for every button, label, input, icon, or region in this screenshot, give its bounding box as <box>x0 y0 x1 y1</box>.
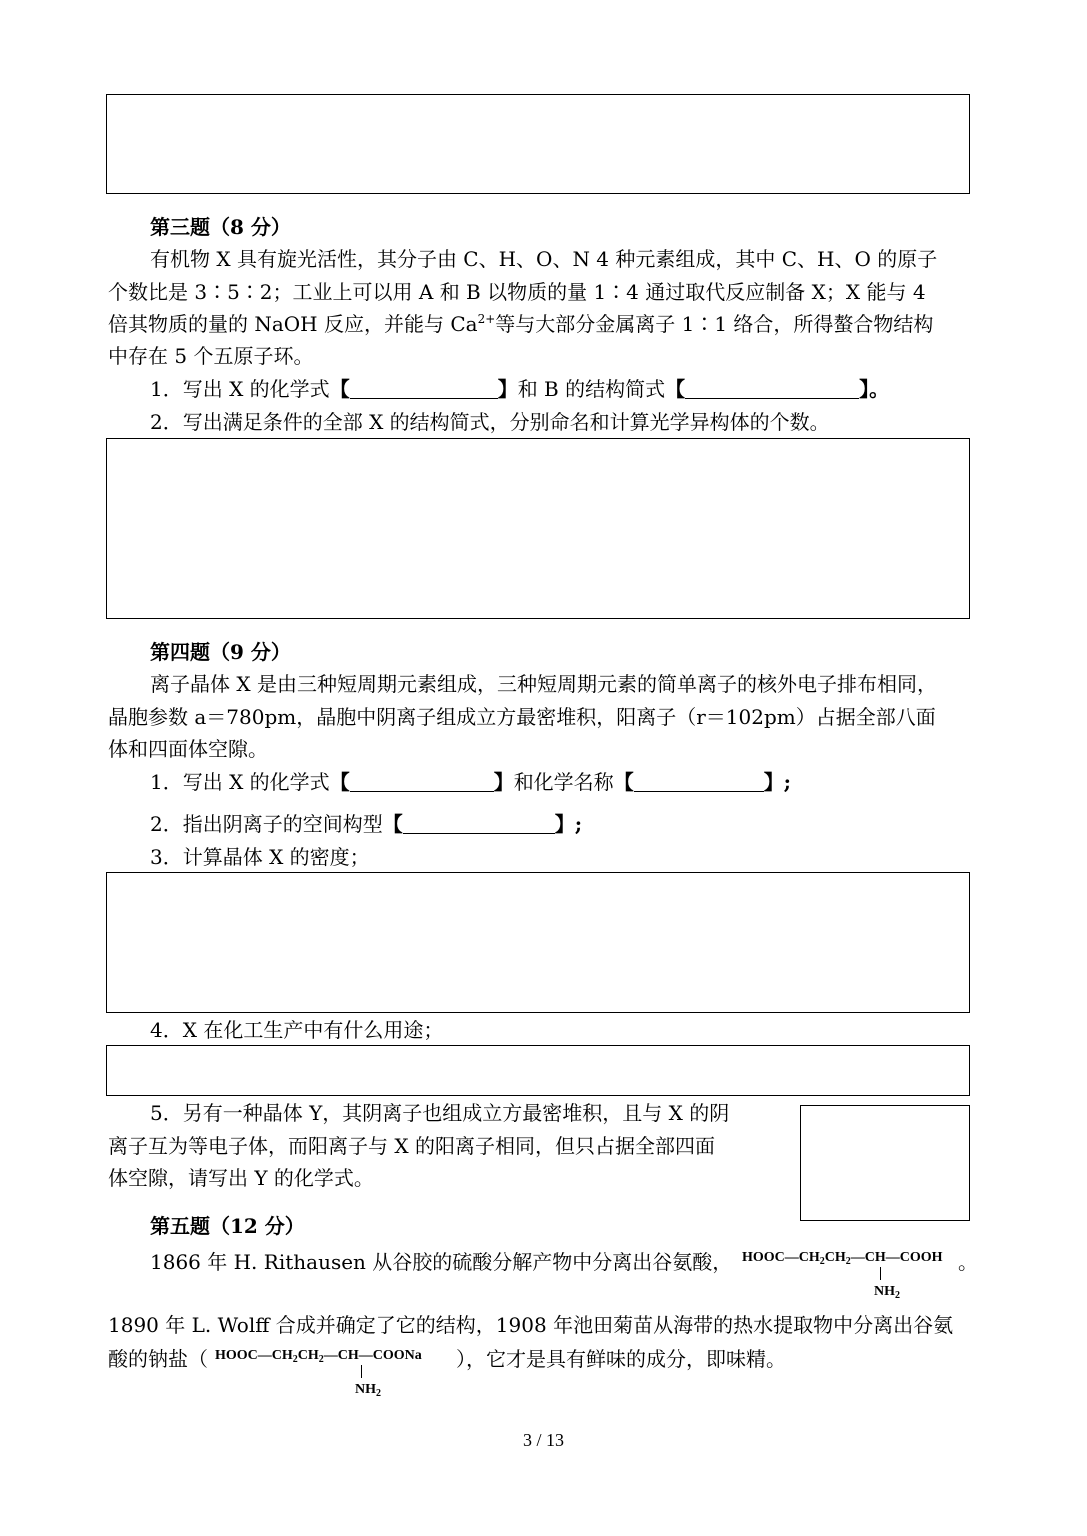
q3-item-1 <box>150 373 1030 405</box>
bracket-open: 【 <box>382 812 403 836</box>
q3-para-line-3 <box>108 308 988 340</box>
q4-para-line-2: 晶胞参数 a＝780pm，晶胞中阴离子组成立方最密堆积，阳离子（r＝102pm）占据全部八面 <box>108 705 936 729</box>
q4-item-2 <box>150 808 1030 840</box>
charge-superscript: 2+ <box>477 312 496 326</box>
q4-item-5-line-2: 离子互为等电子体，而阳离子与 X 的阳离子相同，但只占据全部四面 <box>108 1134 715 1158</box>
q3-para-line-3a: 倍其物质的量的 NaOH 反应，并能与 Ca <box>108 312 478 336</box>
q4-geometry-blank[interactable] <box>403 811 555 834</box>
q4-para-line-3: 体和四面体空隙。 <box>108 737 268 761</box>
q5-line-1-end: 。 <box>958 1250 978 1274</box>
bracket-close: 】; <box>554 812 583 836</box>
q4-heading: 第四题（9 分） <box>150 640 291 664</box>
q3-item-2: 2．写出满足条件的全部 X 的结构简式，分别命名和计算光学异构体的个数。 <box>150 410 830 434</box>
page-number: 3 / 13 <box>522 1430 564 1450</box>
bracket-open: 【 <box>329 770 350 794</box>
bracket-close: 】 <box>497 377 518 401</box>
amino-group: $NH_2$ <box>355 1382 381 1399</box>
q3-para-line-1: 有机物 X 具有旋光活性，其分子由 C、H、O、N 4 种元素组成，其中 C、H、O 的原子 <box>150 247 938 271</box>
q4-item-2-text: 2．指出阴离子的空间构型 <box>150 812 383 836</box>
q4-density-answer-box[interactable] <box>106 872 970 1013</box>
q4-item-4: 4．X 在化工生产中有什么用途； <box>150 1018 444 1042</box>
q3-para-line-3b: 等与大部分金属离子 1∶1 络合，所得螯合物结构 <box>495 312 934 336</box>
q5-line-3a: 酸的钠盐（ <box>108 1347 208 1371</box>
bracket-open: 【 <box>329 377 350 401</box>
q5-heading: 第五题（12 分） <box>150 1214 305 1238</box>
bracket-open: 【 <box>613 770 634 794</box>
bracket-close: 】 <box>493 770 514 794</box>
q3-para-line-4: 中存在 5 个五原子环。 <box>108 344 314 368</box>
glutamic-acid-formula: $HOOC—CH_2CH_2—CH—COOH$ $NH_2$ <box>742 1250 943 1301</box>
bracket-close: 】。 <box>859 377 890 401</box>
q4-y-formula-answer-box[interactable] <box>800 1105 970 1221</box>
q3-structure-blank[interactable] <box>685 376 859 399</box>
q4-para-line-1: 离子晶体 X 是由三种短周期元素组成，三种短周期元素的简单离子的核外电子排布相同， <box>150 672 937 696</box>
msg-formula: $HOOC—CH_2CH_2—CH—COONa$ $NH_2$ <box>215 1348 422 1399</box>
q4-item-3: 3．计算晶体 X 的密度； <box>150 845 370 869</box>
answer-box-top[interactable] <box>106 94 970 194</box>
q3-heading: 第三题（8 分） <box>150 215 291 239</box>
q4-name-blank[interactable] <box>634 769 764 792</box>
bracket-close: 】; <box>763 770 792 794</box>
q5-line-1-text: 1866 年 H. Rithausen 从谷胶的硫酸分解产物中分离出谷氨酸， <box>150 1250 733 1274</box>
q5-line-3b: ），它才是具有鲜味的成分，即味精。 <box>456 1347 786 1371</box>
bracket-open: 【 <box>665 377 686 401</box>
q4-usage-answer-box[interactable] <box>106 1045 970 1096</box>
q4-item-1-text: 1．写出 X 的化学式 <box>150 770 330 794</box>
q3-formula-blank[interactable] <box>350 376 498 399</box>
q4-item-1 <box>150 766 1030 798</box>
q4-formula-blank[interactable] <box>350 769 494 792</box>
q4-item-5-line-1: 5．另有一种晶体 Y，其阴离子也组成立方最密堆积，且与 X 的阴 <box>150 1101 730 1125</box>
bond-line <box>880 1267 881 1280</box>
q5-line-2: 1890 年 L. Wolff 合成并确定了它的结构，1908 年池田菊苗从海带的热水提取物中分离出谷氨 <box>108 1313 954 1337</box>
bond-line <box>361 1365 362 1378</box>
q4-item-5-line-3: 体空隙，请写出 Y 的化学式。 <box>108 1166 374 1190</box>
q3-para-line-2: 个数比是 3∶5∶2；工业上可以用 A 和 B 以物质的量 1∶4 通过取代反应制备 X；X 能与 4 <box>108 280 926 304</box>
q3-item-1-text-b: 和 B 的结构简式 <box>517 377 666 401</box>
amino-group: $NH_2$ <box>874 1284 900 1301</box>
q4-item-1-text-b: 和化学名称 <box>513 770 614 794</box>
q3-answer-box[interactable] <box>106 438 970 619</box>
q3-item-1-text: 1．写出 X 的化学式 <box>150 377 330 401</box>
